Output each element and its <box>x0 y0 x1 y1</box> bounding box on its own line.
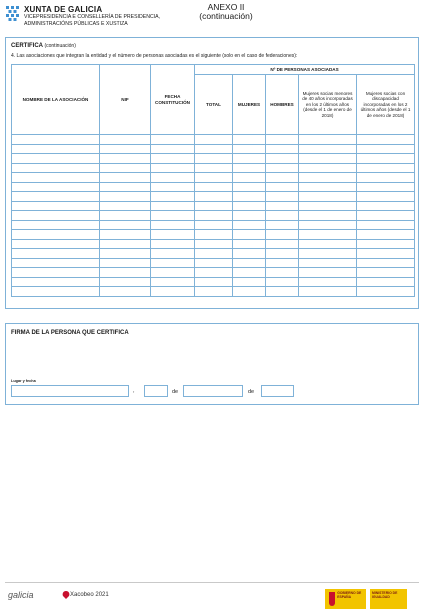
table-row <box>12 239 415 249</box>
table-cell[interactable] <box>299 192 357 202</box>
month-input[interactable] <box>183 385 243 397</box>
table-cell[interactable] <box>12 249 100 259</box>
table-cell[interactable] <box>195 211 233 221</box>
table-cell[interactable] <box>195 239 233 249</box>
associations-table <box>11 64 415 297</box>
table-cell[interactable] <box>100 268 151 278</box>
table-row <box>12 268 415 278</box>
year-input[interactable] <box>261 385 294 397</box>
certifica-text: 4. Las asociaciones que integran la entidad y el número de personas asociadas es el siguiente (solo en el caso de federaciones): <box>11 53 298 59</box>
table-cell[interactable] <box>100 220 151 230</box>
table-cell[interactable] <box>357 211 415 221</box>
table-cell[interactable] <box>233 144 266 154</box>
table-cell[interactable] <box>12 201 100 211</box>
table-cell[interactable] <box>266 182 299 192</box>
col-header-fecha: FECHA CONSTITUCIÓN <box>151 65 195 135</box>
table-cell[interactable] <box>266 154 299 164</box>
table-cell[interactable] <box>299 163 357 173</box>
col-group-header-persons: Nº DE PERSONAS ASOCIADAS <box>195 65 415 75</box>
table-cell[interactable] <box>100 154 151 164</box>
table-row <box>12 211 415 221</box>
certifica-title-sub: (continuación) <box>44 43 76 49</box>
certifica-title-main: CERTIFICA <box>11 43 43 49</box>
table-cell[interactable] <box>299 154 357 164</box>
table-cell[interactable] <box>357 144 415 154</box>
table-cell[interactable] <box>233 268 266 278</box>
table-cell[interactable] <box>100 277 151 287</box>
table-cell[interactable] <box>299 173 357 183</box>
table-cell[interactable] <box>233 135 266 145</box>
table-cell[interactable] <box>233 201 266 211</box>
de-label-1: de <box>172 389 179 395</box>
table-cell[interactable] <box>233 182 266 192</box>
table-cell[interactable] <box>266 268 299 278</box>
table-cell[interactable] <box>151 163 195 173</box>
table-cell[interactable] <box>151 201 195 211</box>
table-row <box>12 230 415 240</box>
table-cell[interactable] <box>195 258 233 268</box>
table-row <box>12 182 415 192</box>
annex-heading <box>196 3 256 21</box>
table-cell[interactable] <box>151 182 195 192</box>
table-cell[interactable] <box>100 182 151 192</box>
table-cell[interactable] <box>12 258 100 268</box>
table-cell[interactable] <box>299 268 357 278</box>
table-cell[interactable] <box>195 135 233 145</box>
table-cell[interactable] <box>100 192 151 202</box>
table-cell[interactable] <box>195 277 233 287</box>
table-cell[interactable] <box>357 230 415 240</box>
table-row <box>12 144 415 154</box>
xacobeo-logo: Xacobeo 2021 <box>70 592 109 598</box>
table-cell[interactable] <box>357 220 415 230</box>
table-cell[interactable] <box>357 173 415 183</box>
table-cell[interactable] <box>151 173 195 183</box>
table-row <box>12 287 415 297</box>
table-cell[interactable] <box>12 154 100 164</box>
table-cell[interactable] <box>299 211 357 221</box>
table-cell[interactable] <box>233 258 266 268</box>
table-cell[interactable] <box>299 287 357 297</box>
dept-line-1: VICEPRESIDENCIA E CONSELLERÍA DE PRESIDENCIA, <box>24 14 161 20</box>
table-cell[interactable] <box>195 163 233 173</box>
table-cell[interactable] <box>266 287 299 297</box>
col-header-discapacidad: Mujeres socias con discapacidad incorporadas en los 2 últimos años (desde el 1 de enero de 2018) <box>357 75 415 135</box>
table-cell[interactable] <box>12 287 100 297</box>
table-cell[interactable] <box>266 201 299 211</box>
table-cell[interactable] <box>357 287 415 297</box>
col-header-nif: NIF <box>100 65 151 135</box>
col-header-mujeres: MUJERES <box>233 75 266 135</box>
table-cell[interactable] <box>100 163 151 173</box>
table-cell[interactable] <box>151 230 195 240</box>
table-cell[interactable] <box>233 249 266 259</box>
table-cell[interactable] <box>299 249 357 259</box>
table-cell[interactable] <box>12 268 100 278</box>
table-cell[interactable] <box>12 135 100 145</box>
table-cell[interactable] <box>266 192 299 202</box>
table-row <box>12 154 415 164</box>
table-cell[interactable] <box>195 144 233 154</box>
table-cell[interactable] <box>299 135 357 145</box>
table-row <box>12 192 415 202</box>
table-row <box>12 173 415 183</box>
table-cell[interactable] <box>299 201 357 211</box>
table-cell[interactable] <box>195 182 233 192</box>
table-cell[interactable] <box>151 135 195 145</box>
table-cell[interactable] <box>195 220 233 230</box>
table-cell[interactable] <box>12 220 100 230</box>
place-date-label: Lugar y fecha <box>11 379 36 383</box>
table-cell[interactable] <box>195 230 233 240</box>
table-cell[interactable] <box>266 239 299 249</box>
table-cell[interactable] <box>233 163 266 173</box>
table-cell[interactable] <box>100 230 151 240</box>
table-cell[interactable] <box>195 173 233 183</box>
table-row <box>12 201 415 211</box>
table-cell[interactable] <box>233 239 266 249</box>
table-cell[interactable] <box>100 144 151 154</box>
table-cell[interactable] <box>266 211 299 221</box>
table-cell[interactable] <box>357 277 415 287</box>
table-cell[interactable] <box>357 182 415 192</box>
table-cell[interactable] <box>357 135 415 145</box>
table-cell[interactable] <box>233 287 266 297</box>
table-cell[interactable] <box>151 249 195 259</box>
table-cell[interactable] <box>151 268 195 278</box>
table-cell[interactable] <box>12 211 100 221</box>
table-row <box>12 163 415 173</box>
table-cell[interactable] <box>233 277 266 287</box>
table-cell[interactable] <box>151 154 195 164</box>
table-cell[interactable] <box>100 249 151 259</box>
dept-line-2: ADMINISTRACIÓNS PÚBLICAS E XUSTIZA <box>24 20 128 27</box>
table-cell[interactable] <box>266 230 299 240</box>
table-cell[interactable] <box>100 258 151 268</box>
table-cell[interactable] <box>195 154 233 164</box>
table-row <box>12 135 415 145</box>
table-cell[interactable] <box>12 277 100 287</box>
table-cell[interactable] <box>12 173 100 183</box>
table-cell[interactable] <box>233 173 266 183</box>
table-cell[interactable] <box>100 239 151 249</box>
table-cell[interactable] <box>151 239 195 249</box>
table-cell[interactable] <box>233 211 266 221</box>
col-header-hombres: HOMBRES <box>266 75 299 135</box>
table-cell[interactable] <box>299 230 357 240</box>
org-name: XUNTA DE GALICIA <box>24 5 103 14</box>
col-header-association-name: NOMBRE DE LA ASOCIACIÓN <box>12 65 100 135</box>
comma-separator: , <box>133 388 135 394</box>
table-row <box>12 220 415 230</box>
table-cell[interactable] <box>151 211 195 221</box>
government-logos <box>325 589 407 609</box>
table-cell[interactable] <box>12 192 100 202</box>
table-cell[interactable] <box>195 201 233 211</box>
table-cell[interactable] <box>151 258 195 268</box>
table-cell[interactable] <box>266 258 299 268</box>
table-cell[interactable] <box>195 249 233 259</box>
gobierno-espana-text: GOBIERNO DE ESPAÑA <box>337 591 362 599</box>
certifica-title <box>11 43 76 49</box>
associations-table-body <box>12 135 415 297</box>
org-department <box>24 14 160 27</box>
col-header-total: TOTAL <box>195 75 233 135</box>
table-cell[interactable] <box>100 287 151 297</box>
annex-title: ANEXO II <box>207 2 245 12</box>
ministerio-igualdad-logo <box>370 589 407 609</box>
table-cell[interactable] <box>100 201 151 211</box>
table-cell[interactable] <box>151 287 195 297</box>
table-cell[interactable] <box>12 163 100 173</box>
galicia-logo: galicia <box>8 590 34 600</box>
de-label-2: de <box>248 389 255 395</box>
table-cell[interactable] <box>195 268 233 278</box>
table-cell[interactable] <box>357 239 415 249</box>
table-cell[interactable] <box>12 182 100 192</box>
table-cell[interactable] <box>266 249 299 259</box>
table-cell[interactable] <box>357 192 415 202</box>
table-cell[interactable] <box>299 144 357 154</box>
table-cell[interactable] <box>266 173 299 183</box>
table-cell[interactable] <box>357 258 415 268</box>
xunta-flag-logo-icon <box>6 6 20 24</box>
table-cell[interactable] <box>100 173 151 183</box>
table-cell[interactable] <box>151 192 195 202</box>
table-cell[interactable] <box>233 192 266 202</box>
table-cell[interactable] <box>151 277 195 287</box>
table-cell[interactable] <box>357 154 415 164</box>
table-cell[interactable] <box>299 277 357 287</box>
table-cell[interactable] <box>266 220 299 230</box>
table-cell[interactable] <box>266 277 299 287</box>
table-cell[interactable] <box>233 154 266 164</box>
table-cell[interactable] <box>100 135 151 145</box>
table-cell[interactable] <box>151 220 195 230</box>
table-row <box>12 258 415 268</box>
table-row <box>12 277 415 287</box>
table-cell[interactable] <box>266 163 299 173</box>
coat-of-arms-icon <box>329 592 335 606</box>
table-cell[interactable] <box>12 144 100 154</box>
table-cell[interactable] <box>100 211 151 221</box>
firma-title: FIRMA DE LA PERSONA QUE CERTIFICA <box>11 330 129 336</box>
table-cell[interactable] <box>357 201 415 211</box>
table-cell[interactable] <box>357 163 415 173</box>
table-cell[interactable] <box>357 249 415 259</box>
table-cell[interactable] <box>12 239 100 249</box>
gobierno-espana-logo <box>325 589 366 609</box>
table-cell[interactable] <box>266 135 299 145</box>
day-input[interactable] <box>144 385 168 397</box>
table-cell[interactable] <box>151 144 195 154</box>
table-cell[interactable] <box>195 287 233 297</box>
col-header-menores-40: Mujeres socias menores de 40 años incorporadas en los 2 últimos años (desde el 1 de enero de 2018) <box>299 75 357 135</box>
table-row <box>12 249 415 259</box>
table-cell[interactable] <box>357 268 415 278</box>
table-cell[interactable] <box>266 144 299 154</box>
table-cell[interactable] <box>299 239 357 249</box>
place-input[interactable] <box>11 385 129 397</box>
table-cell[interactable] <box>195 192 233 202</box>
table-cell[interactable] <box>233 230 266 240</box>
table-cell[interactable] <box>299 182 357 192</box>
ministerio-igualdad-text: MINISTERIO DE IGUALDAD <box>371 591 398 599</box>
table-cell[interactable] <box>299 258 357 268</box>
annex-subtitle: (continuación) <box>199 11 253 21</box>
xacobeo-scallop-icon <box>62 590 70 600</box>
table-cell[interactable] <box>299 220 357 230</box>
table-cell[interactable] <box>233 220 266 230</box>
table-cell[interactable] <box>12 230 100 240</box>
